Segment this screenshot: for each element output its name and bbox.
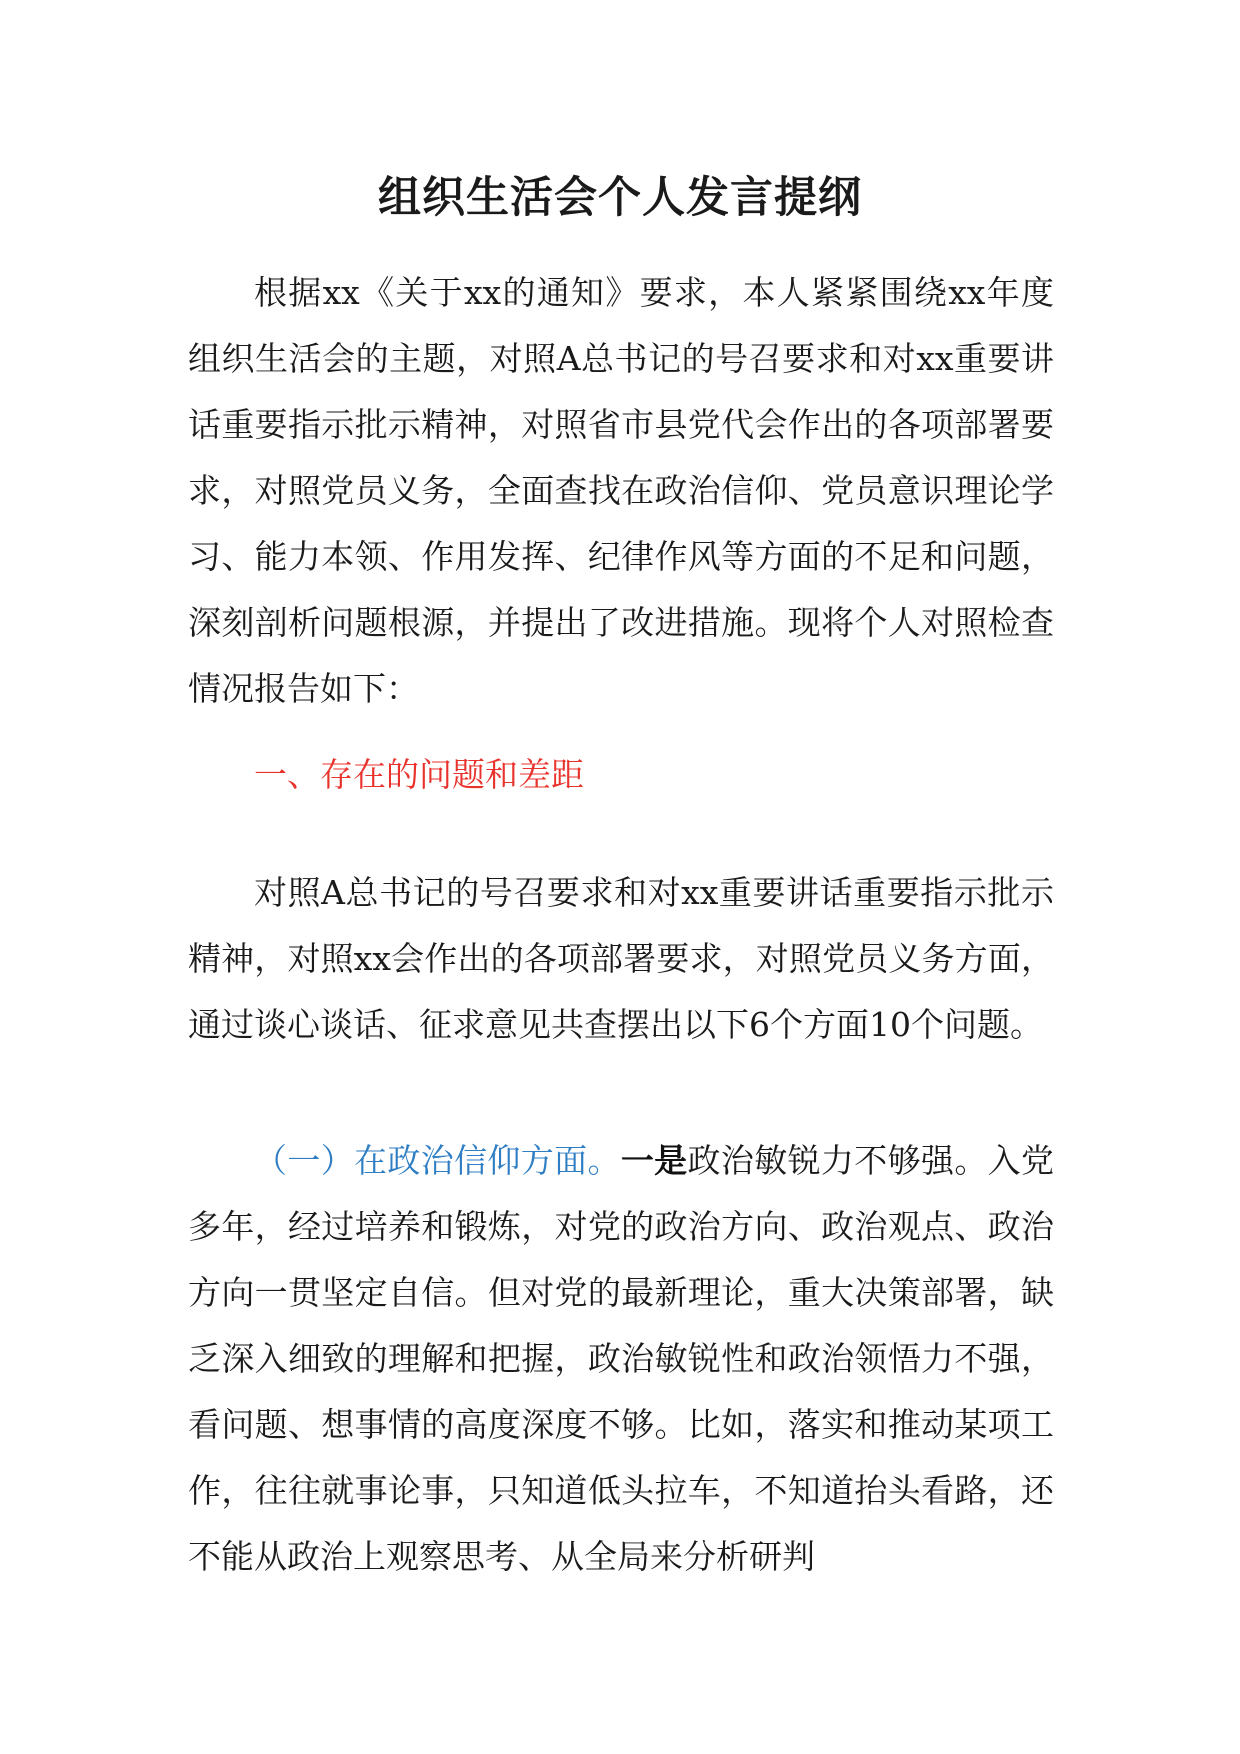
subsection-heading: （一）在政治信仰方面。	[254, 1141, 621, 1180]
subsection-text: 政治敏锐力不够强。入党多年，经过培养和锻炼，对党的政治方向、政治观点、政治方向一贯坚定自信。但对党的最新理论，重大决策部署，缺乏深入细致的理解和把握，政治敏锐性和政治领悟力不强，看问题、想事情的高度深度不够。比如，落实和推动某项工作，往往就事论事，只知道低头拉车，不知道抬头看路，还不能从政治上观察思考、从全局来分析研判	[188, 1141, 1055, 1576]
document-title: 组织生活会个人发言提纲	[378, 173, 862, 223]
section-intro-paragraph: 对照A总书记的号召要求和对xx重要讲话重要指示批示精神，对照xx会作出的各项部署要求，对照党员义务方面，通过谈心谈话、征求意见共查摆出以下6个方面10个问题。	[188, 873, 1054, 1044]
subsection-political-belief	[188, 1128, 1054, 1590]
intro-paragraph: 根据xx《关于xx的通知》要求，本人紧紧围绕xx年度组织生活会的主题，对照A总书记的号召要求和对xx重要讲话重要指示批示精神，对照省市县党代会作出的各项部署要求，对照党员义务，全面查找在政治信仰、党员意识理论学习、能力本领、作用发挥、纪律作风等方面的不足和问题，深刻剖析问题根源，并提出了改进措施。现将个人对照检查情况报告如下：	[188, 273, 1054, 708]
lead-marker: 一是	[620, 1141, 688, 1180]
section-heading-problems: 一、存在的问题和差距	[254, 755, 584, 794]
